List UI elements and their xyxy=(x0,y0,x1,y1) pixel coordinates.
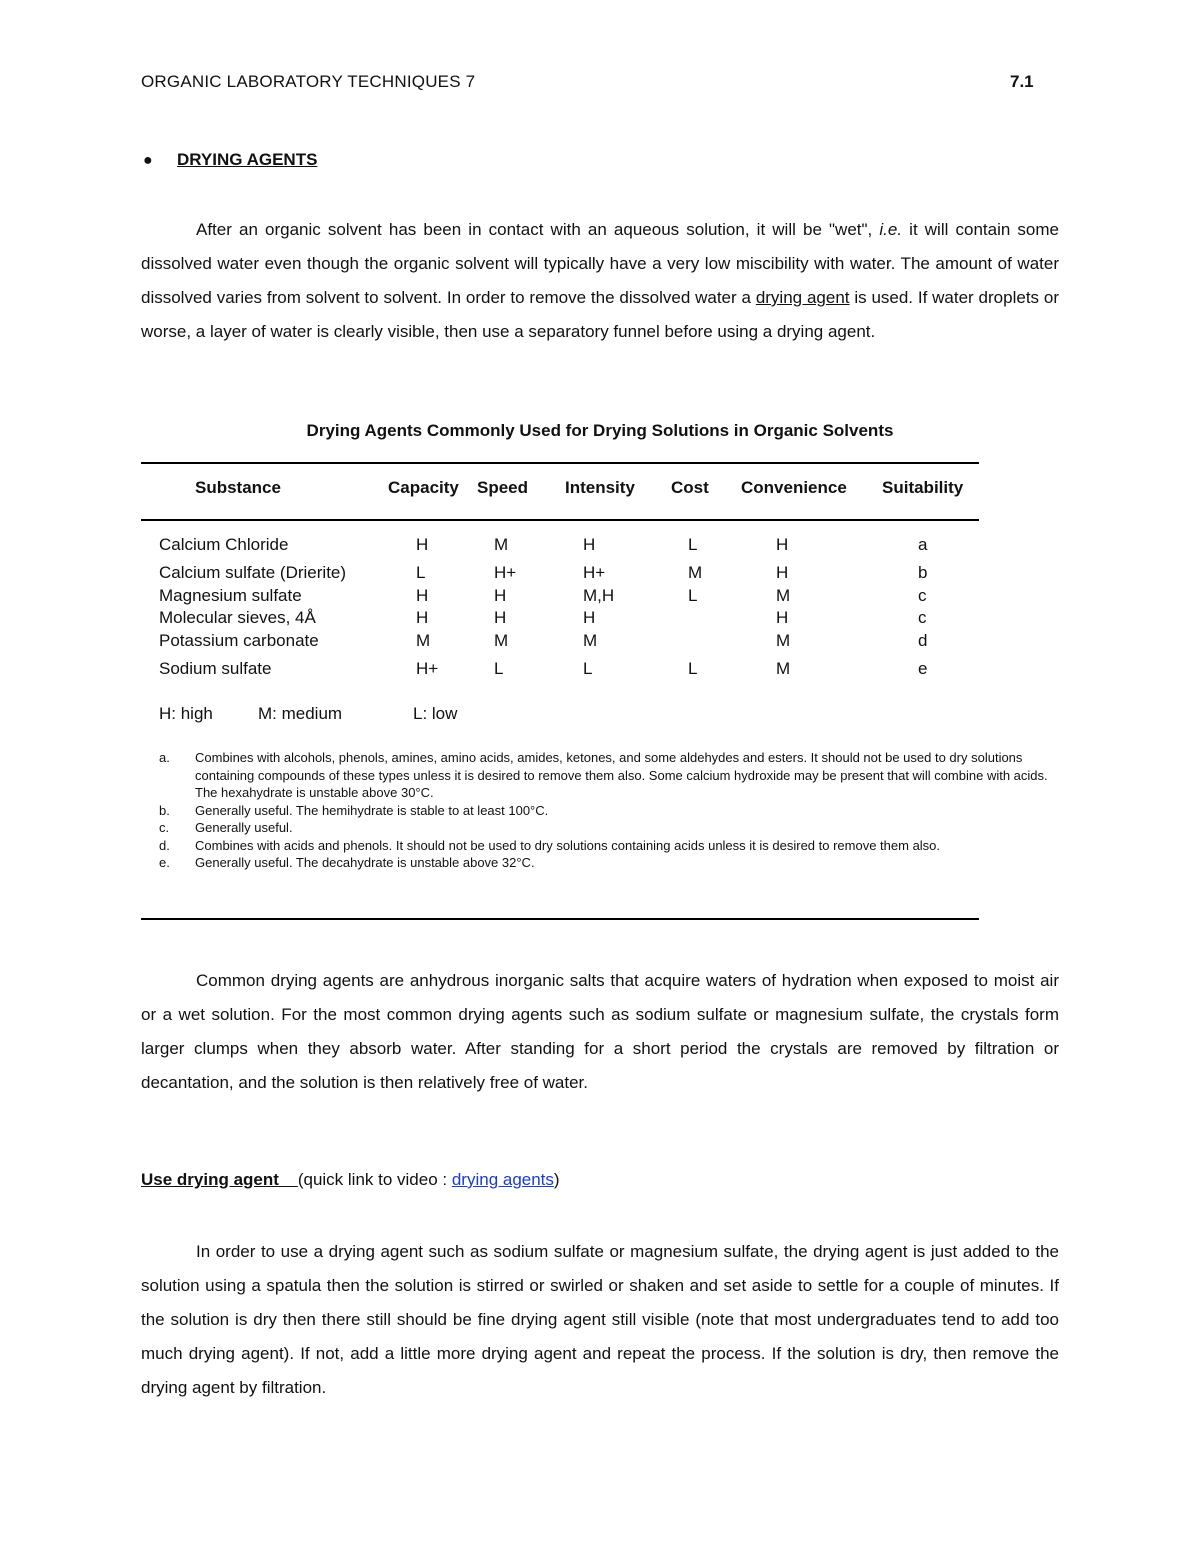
col-header-suitability: Suitability xyxy=(882,478,964,497)
legend-low: L: low xyxy=(413,704,458,723)
cell-convenience: H xyxy=(776,563,789,582)
page-number: 7.1 xyxy=(1010,72,1034,91)
note-text: Combines with alcohols, phenols, amines, amino acids, amides, ketones, and some aldehydes and esters. It should not be used to dry solutions containing compounds of these types unless it is desired to remove them also. Some calcium hydroxide may be present that will combine with acids. The hexahydrate is unstable above 30°C. xyxy=(195,750,1048,800)
note-c xyxy=(159,819,1059,837)
cell-suitability: a xyxy=(918,535,928,554)
note-text: Generally useful. The hemihydrate is stable to at least 100°C. xyxy=(195,802,549,818)
col-header-intensity: Intensity xyxy=(565,478,635,497)
cell-suitability: e xyxy=(918,659,928,678)
note-label: c. xyxy=(159,820,170,835)
cell-substance: Calcium Chloride xyxy=(159,535,289,554)
cell-speed: H+ xyxy=(494,563,517,582)
cell-intensity: H+ xyxy=(583,563,606,582)
cell-substance: Calcium sulfate (Drierite) xyxy=(159,563,347,582)
cell-capacity: H xyxy=(416,608,429,627)
cell-intensity: M xyxy=(583,631,598,650)
note-label: b. xyxy=(159,802,170,818)
table-title: Drying Agents Commonly Used for Drying Solutions in Organic Solvents xyxy=(306,421,894,440)
cell-substance: Sodium sulfate xyxy=(159,659,272,678)
cell-speed: M xyxy=(494,631,509,650)
table-header-rule xyxy=(141,519,979,521)
note-text: Combines with acids and phenols. It should not be used to dry solutions containing acids unless it is desired to remove them also. xyxy=(195,837,941,853)
cell-substance: Potassium carbonate xyxy=(159,631,319,650)
cell-speed: M xyxy=(494,535,509,554)
cell-intensity: H xyxy=(583,535,596,554)
note-label: d. xyxy=(159,837,170,853)
cell-suitability: c xyxy=(918,586,927,605)
cell-convenience: M xyxy=(776,586,791,605)
drying-agents-video-link[interactable]: drying agents xyxy=(451,1170,554,1189)
col-header-speed: Speed xyxy=(477,478,529,497)
col-header-convenience: Convenience xyxy=(741,478,847,497)
cell-capacity: H+ xyxy=(416,659,439,678)
page-header-title: ORGANIC LABORATORY TECHNIQUES 7 xyxy=(141,72,476,91)
note-e xyxy=(159,854,1059,872)
table-bottom-rule xyxy=(141,918,979,920)
col-header-capacity: Capacity xyxy=(388,478,459,497)
note-a xyxy=(159,749,1059,802)
cell-capacity: H xyxy=(416,586,429,605)
cell-convenience: M xyxy=(776,659,791,678)
bullet-icon: ● xyxy=(143,152,153,169)
cell-substance: Molecular sieves, 4Å xyxy=(159,608,316,627)
table-notes xyxy=(159,749,1059,872)
note-label: a. xyxy=(159,750,170,765)
section-title: DRYING AGENTS xyxy=(177,150,318,169)
note-text: Generally useful. The decahydrate is unstable above 32°C. xyxy=(195,855,535,870)
cell-capacity: H xyxy=(416,535,429,554)
common-agents-paragraph: Common drying agents are anhydrous inorganic salts that acquire waters of hydration when exposed to moist air or a wet solution. For the most common drying agents such as sodium sulfate or magnesium sulfate, the crystals form larger clumps when they absorb water. After standing for a short period the crystals are removed by filtration or decantation, and the solution is then relatively free of water. xyxy=(141,971,1059,1092)
use-drying-agent-line: Use drying agent (quick link to video : drying agents) xyxy=(141,1170,560,1189)
cell-speed: L xyxy=(494,659,504,678)
cell-convenience: M xyxy=(776,631,791,650)
col-header-cost: Cost xyxy=(671,478,709,497)
legend-high: H: high xyxy=(159,704,213,723)
cell-intensity: H xyxy=(583,608,596,627)
cell-intensity: M,H xyxy=(583,586,615,605)
cell-capacity: L xyxy=(416,563,426,582)
col-header-substance: Substance xyxy=(195,478,281,497)
cell-cost: L xyxy=(688,659,698,678)
cell-suitability: b xyxy=(918,563,928,582)
cell-convenience: H xyxy=(776,608,789,627)
use-drying-agent-paragraph: In order to use a drying agent such as sodium sulfate or magnesium sulfate, the drying agent is just added to the solution using a spatula then the solution is stirred or swirled or shaken and set aside to settle for a couple of minutes. If the solution is dry then there still should be fine drying agent still visible (note that most undergraduates tend to add too much drying agent). If not, add a little more drying agent and repeat the process. If the solution is dry, then remove the drying agent by filtration. xyxy=(141,1242,1059,1397)
note-b xyxy=(159,802,1059,820)
cell-intensity: L xyxy=(583,659,593,678)
table-top-rule xyxy=(141,462,979,464)
note-d xyxy=(159,837,1059,855)
cell-capacity: M xyxy=(416,631,431,650)
cell-speed: H xyxy=(494,586,507,605)
note-label: e. xyxy=(159,855,170,870)
cell-cost: M xyxy=(688,563,703,582)
cell-suitability: c xyxy=(918,608,927,627)
cell-convenience: H xyxy=(776,535,789,554)
use-drying-agent-heading: Use drying agent xyxy=(141,1170,279,1189)
legend-medium: M: medium xyxy=(258,704,343,723)
note-text: Generally useful. xyxy=(195,820,293,835)
drying-agent-term: drying agent xyxy=(755,288,850,307)
intro-paragraph: After an organic solvent has been in contact with an aqueous solution, it will be "wet", i.e. it will contain some dissolved water even though the organic solvent will typically have a very low miscibility with water. The amount of water dissolved varies from solvent to solvent. In order to remove the dissolved water a drying agent is used. If water droplets or worse, a layer of water is clearly visible, then use a separatory funnel before using a drying agent. xyxy=(141,220,1059,341)
cell-substance: Magnesium sulfate xyxy=(159,586,302,605)
cell-suitability: d xyxy=(918,631,928,650)
cell-speed: H xyxy=(494,608,507,627)
cell-cost: L xyxy=(688,535,698,554)
cell-cost: L xyxy=(688,586,698,605)
